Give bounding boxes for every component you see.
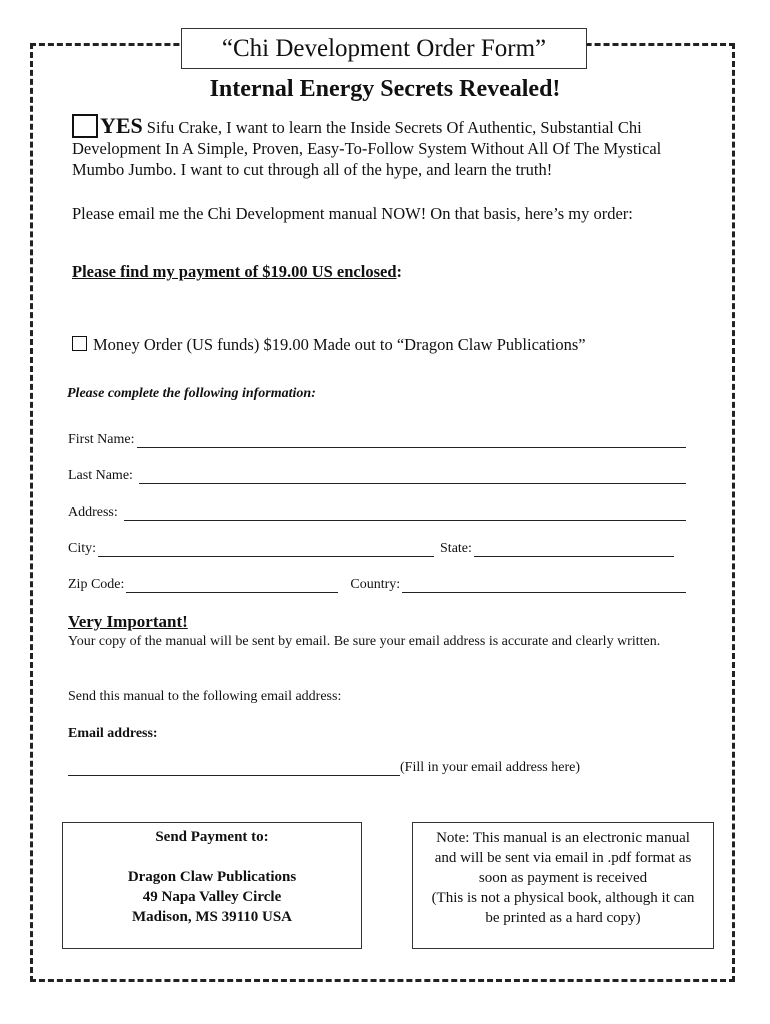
send-payment-heading: Send Payment to: <box>155 829 269 845</box>
address-label: Address: <box>68 505 118 520</box>
payment-line <box>72 262 402 282</box>
state-field[interactable] <box>474 543 674 557</box>
country-field[interactable] <box>402 579 686 593</box>
form-title: “Chi Development Order Form” <box>181 28 587 69</box>
city-address: Madison, MS 39110 USA <box>131 909 293 925</box>
zip-field[interactable] <box>126 579 338 593</box>
city-label: City: <box>68 541 97 556</box>
note-line-1: Note: This manual is an electronic manual <box>436 830 690 846</box>
complete-info-heading: Please complete the following information: <box>67 386 316 401</box>
first-name-row <box>68 430 686 448</box>
street-address: 49 Napa Valley Circle <box>142 889 282 905</box>
last-name-field[interactable] <box>139 470 686 484</box>
note-line-4: (This is not a physical book, although it can <box>431 890 695 906</box>
yes-checkbox[interactable] <box>72 114 98 138</box>
money-order-checkbox[interactable] <box>72 336 87 351</box>
very-important-heading: Very Important! <box>68 612 188 631</box>
send-to-email-text: Send this manual to the following email address: <box>68 689 342 704</box>
money-order-option <box>72 335 586 355</box>
email-note: Your copy of the manual will be sent by email. Be sure your email address is accurate and clearly written. <box>68 634 661 649</box>
yes-text: Sifu Crake, I want to learn the Inside Secrets Of Authentic, Substantial Chi Development In A Simple, Proven, Easy-To-Follow System Without All Of The Mystical Mumbo Jumbo. I want to cut through all of the hype, and learn the truth! <box>72 118 662 179</box>
city-state-row <box>68 539 686 557</box>
note-line-3: soon as payment is received <box>478 870 648 886</box>
electronic-manual-note <box>412 822 714 949</box>
country-label: Country: <box>350 577 401 592</box>
address-row <box>68 503 686 521</box>
send-payment-box <box>62 822 362 949</box>
note-line-5: be printed as a hard copy) <box>485 910 641 926</box>
last-name-row <box>68 466 686 484</box>
headline: Internal Energy Secrets Revealed! <box>209 76 561 102</box>
first-name-field[interactable] <box>137 434 687 448</box>
note-line-2: and will be sent via email in .pdf format as <box>434 850 692 866</box>
money-order-label: Money Order (US funds) $19.00 Made out to “Dragon Claw Publications” <box>93 335 586 354</box>
email-row <box>68 760 580 776</box>
city-field[interactable] <box>98 543 434 557</box>
email-request-text: Please email me the Chi Development manual NOW! On that basis, here’s my order: <box>72 204 633 223</box>
yes-label: YES <box>100 113 143 138</box>
last-name-label: Last Name: <box>68 468 133 483</box>
state-label: State: <box>440 541 472 556</box>
email-address-label: Email address: <box>68 726 158 741</box>
email-hint: (Fill in your email address here) <box>400 760 581 775</box>
payment-text: Please find my payment of $19.00 US enclosed <box>72 262 397 281</box>
yes-statement <box>72 114 702 180</box>
company-name: Dragon Claw Publications <box>127 869 297 885</box>
email-field[interactable] <box>68 762 400 776</box>
zip-label: Zip Code: <box>68 577 125 592</box>
zip-country-row <box>68 575 686 593</box>
first-name-label: First Name: <box>68 432 135 447</box>
address-field[interactable] <box>124 507 686 521</box>
payment-colon: : <box>396 262 402 281</box>
